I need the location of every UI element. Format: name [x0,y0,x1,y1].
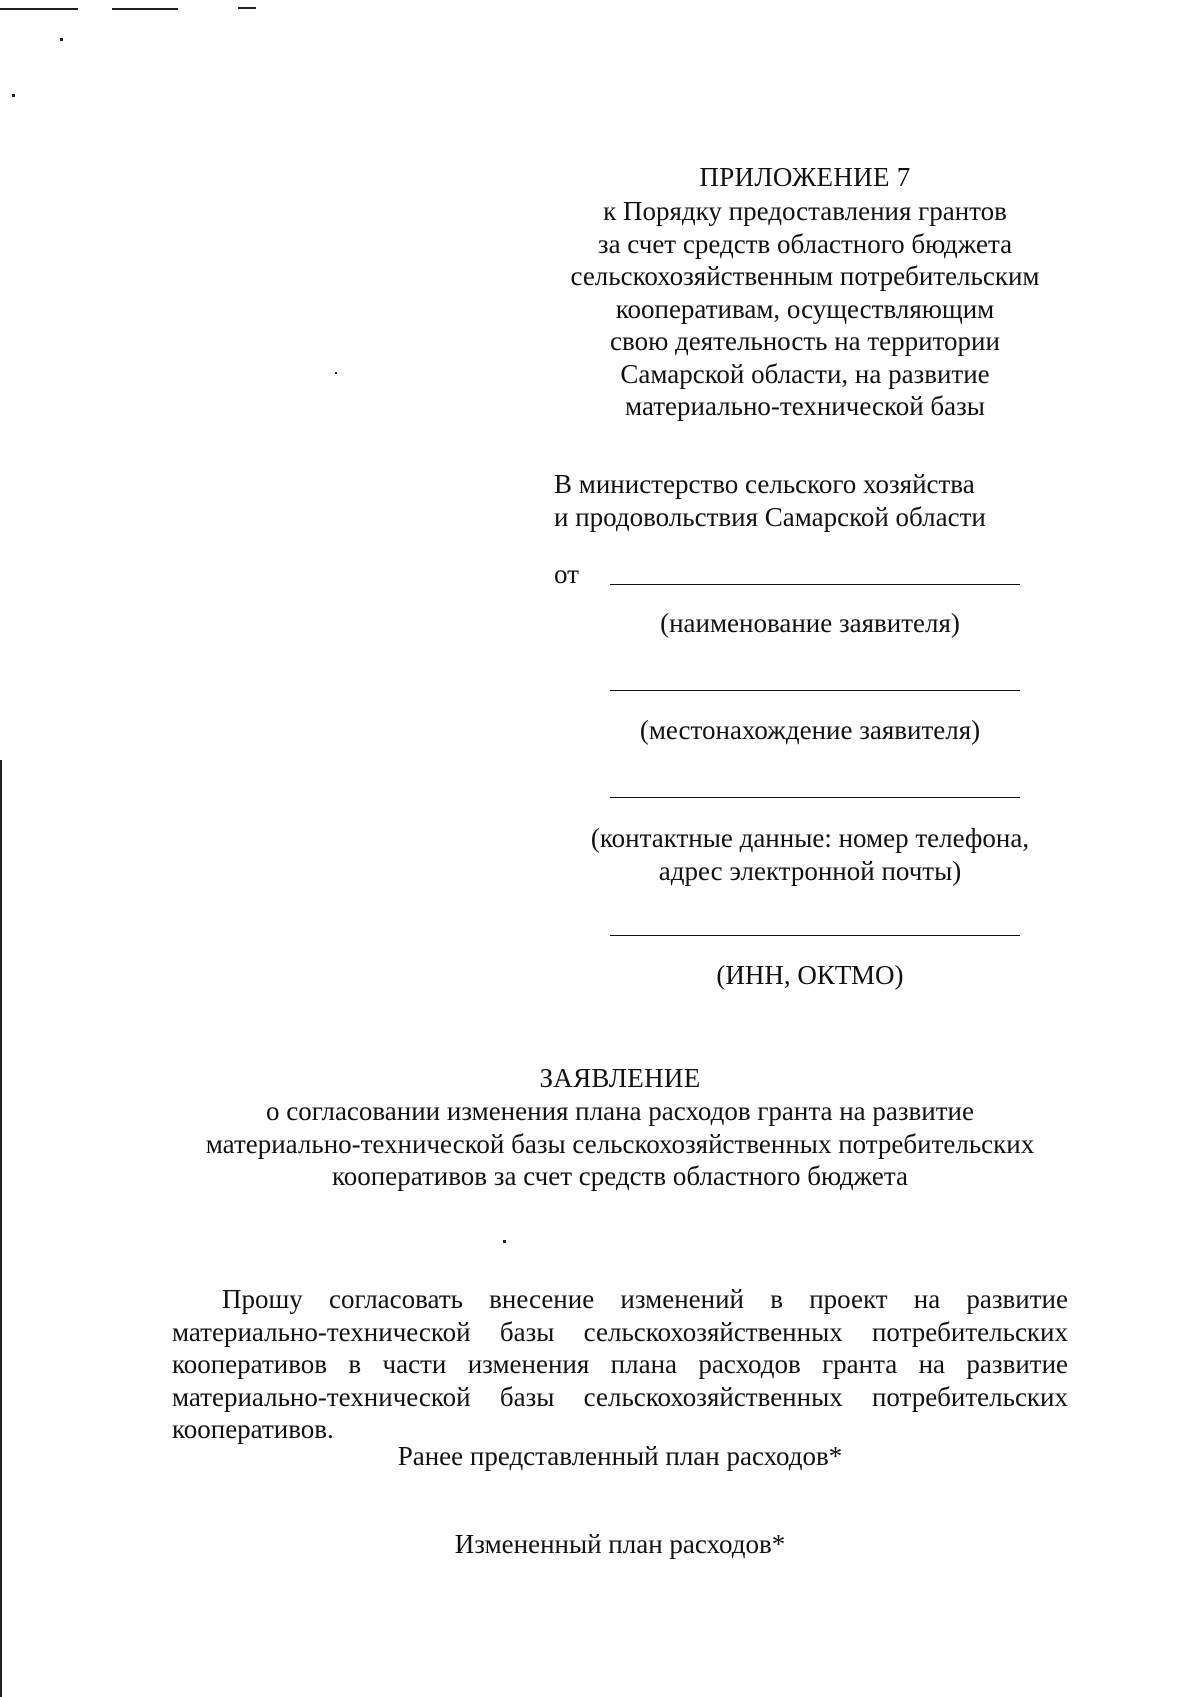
statement-title: ЗАЯВЛЕНИЕ [539,1063,701,1093]
scan-dash-3 [238,7,256,9]
scan-dash-2 [112,8,178,10]
statement-subtitle-line: кооперативов за счет средств областного бюджета [332,1161,908,1191]
scan-dot [503,1240,506,1243]
appendix-line: Самарской области, на развитие [620,358,990,389]
statement-subtitle [120,1095,1120,1193]
changed-plan-label: Измененный план расходов* [454,1529,786,1559]
scan-border-left [0,760,2,1697]
addressee-block [554,468,1074,533]
statement-subtitle-line: материально-технической базы сельскохозяйственных потребительских [205,1128,1035,1159]
inn-oktmo-caption: (ИНН, ОКТМО) [716,960,904,990]
appendix-line: сельскохозяйственным потребительским [570,261,1040,291]
appendix-line: кооперативам, осуществляющим [615,293,995,324]
inn-oktmo-line [610,935,1020,936]
contacts-caption [560,822,1060,887]
statement-body: Прошу согласовать внесение изменений в проект на развитие материально-технической базы сельскохозяйственных потребительских кооперативов в части изменения плана расходов гранта на развитие материально-технической базы сельскохозяйственных потребительских кооперативов. [172,1284,1068,1444]
addressee-line: В министерство сельского хозяйства [554,469,975,499]
from-label: от [554,559,579,589]
appendix-line: свою деятельность на территории [610,326,1000,356]
appendix-text [540,195,1070,423]
appendix-line: к Порядку предоставления грантов [603,196,1007,226]
appendix-heading: ПРИЛОЖЕНИЕ 7 [699,162,911,192]
contacts-caption-line: адрес электронной почты) [658,855,962,886]
appendix-line: материально-технической базы [625,391,985,421]
scan-dot [335,372,337,374]
contacts-line [610,797,1020,798]
addressee-line: и продовольствия Самарской области [554,501,986,532]
contacts-caption-line: (контактные данные: номер телефона, [590,823,1030,853]
applicant-location-caption: (местонахождение заявителя) [639,715,981,745]
applicant-name-line [610,584,1020,585]
scan-dot [60,38,63,41]
scan-dash-1 [0,8,78,10]
applicant-name-caption: (наименование заявителя) [660,608,960,638]
applicant-location-line [610,690,1020,691]
statement-subtitle-line: о согласовании изменения плана расходов гранта на развитие [266,1096,974,1126]
scan-dot [12,94,15,97]
previous-plan-label: Ранее представленный план расходов* [397,1441,843,1471]
appendix-line: за счет средств областного бюджета [597,228,1013,259]
